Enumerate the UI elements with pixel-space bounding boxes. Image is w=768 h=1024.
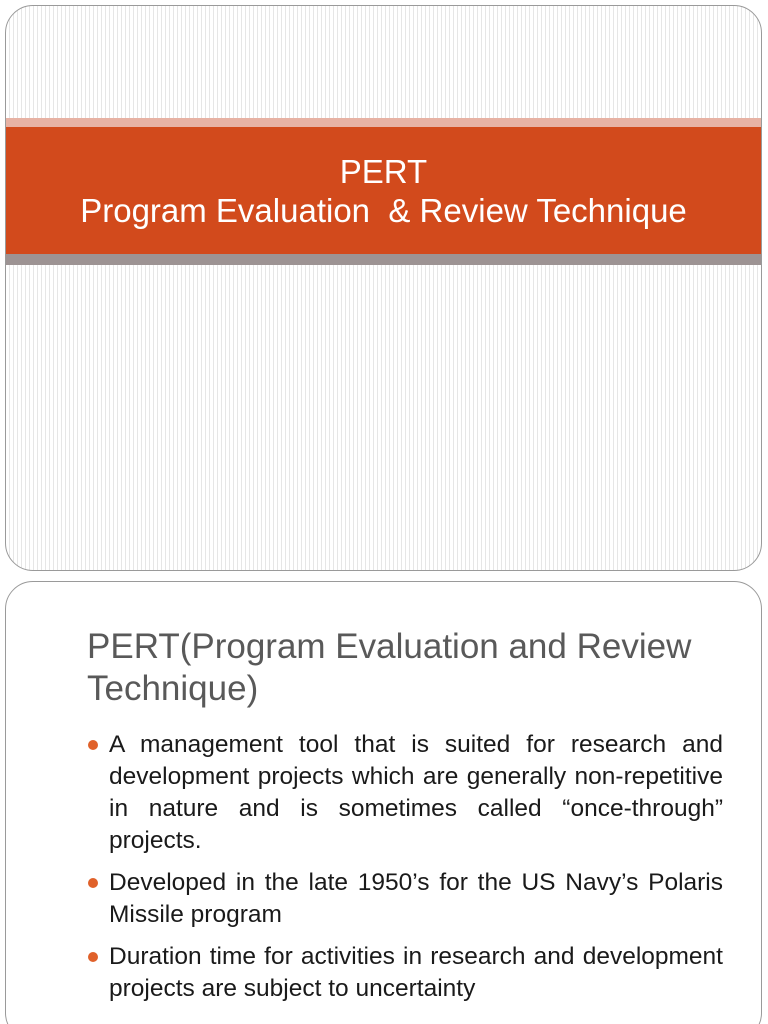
title-band (6, 127, 761, 254)
bullet-dot-icon (88, 878, 98, 888)
bullet-dot-icon (88, 740, 98, 750)
bullet-text: A management tool that is suited for research and development projects which are generally non-repetitive in nature and is sometimes called “once-through” projects. (109, 731, 723, 854)
bullet-dot-icon (88, 952, 98, 962)
slide-heading: PERT(Program Evaluation and Review Technique) (87, 627, 692, 708)
title-band-accent-top (6, 118, 761, 127)
title-band-accent-bottom (6, 254, 761, 265)
bullet-item (86, 867, 723, 931)
title-slide (5, 5, 762, 571)
bullet-item (86, 729, 723, 857)
bullet-item (86, 941, 723, 1005)
bullet-text: Duration time for activities in research and development projects are subject to uncertainty (109, 943, 723, 1002)
bullet-list (86, 729, 723, 1015)
slide-title-line-1: PERT (339, 152, 428, 190)
content-slide (5, 581, 762, 1024)
slide-title-line-2: Program Evaluation & Review Technique (80, 191, 687, 229)
bullet-text: Developed in the late 1950’s for the US Navy’s Polaris Missile program (109, 869, 723, 928)
